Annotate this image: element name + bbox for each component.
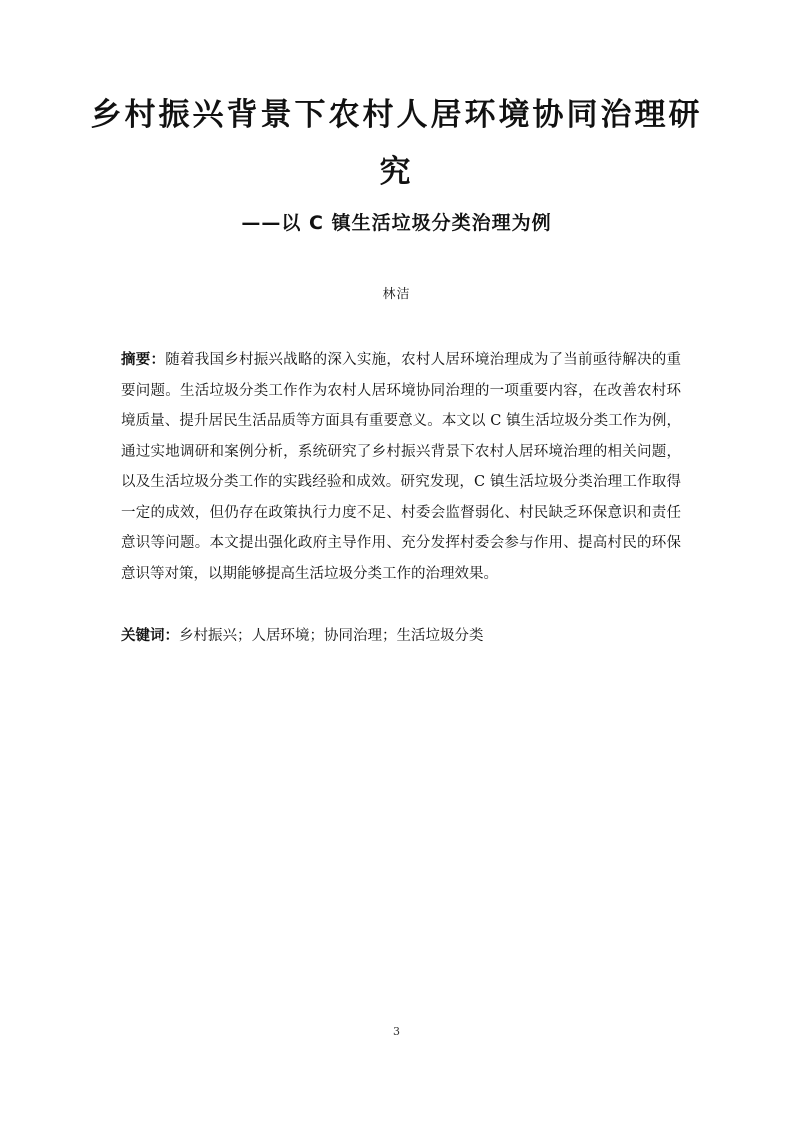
- page-number: 3: [393, 1025, 400, 1038]
- keywords-label: 关键词：: [121, 628, 179, 644]
- author-name: 林洁: [382, 287, 411, 302]
- paper-title-line-1: 乡村振兴背景下农村人居环境协同治理研: [90, 97, 703, 133]
- abstract-section: [121, 345, 681, 589]
- abstract-paragraph: [121, 345, 681, 589]
- keywords-section: [121, 624, 681, 648]
- paper-title-line-2: 究: [379, 154, 414, 190]
- abstract-text: 随着我国乡村振兴战略的深入实施，农村人居环境治理成为了当前亟待解决的重要问题。生活垃圾分类工作作为农村人居环境协同治理的一项重要内容，在改善农村环境质量、提升居民生活品质等方面具有重要意义。本文以 C 镇生活垃圾分类工作为例，通过实地调研和案例分析，系统研究了乡村振兴背景下农村人居环境治理的相关问题，以及生活垃圾分类工作的实践经验和成效。研究发现，C 镇生活垃圾分类治理工作取得一定的成效，但仍存在政策执行力度不足、村委会监督弱化、村民缺乏环保意识和责任意识等问题。本文提出强化政府主导作用、充分发挥村委会参与作用、提高村民的环保意识等对策，以期能够提高生活垃圾分类工作的治理效果。: [121, 352, 682, 582]
- abstract-label: 摘要：: [121, 352, 166, 368]
- keywords-text: 乡村振兴；人居环境；协同治理；生活垃圾分类: [179, 628, 484, 644]
- paper-subtitle: ——以 C 镇生活垃圾分类治理为例: [241, 212, 552, 234]
